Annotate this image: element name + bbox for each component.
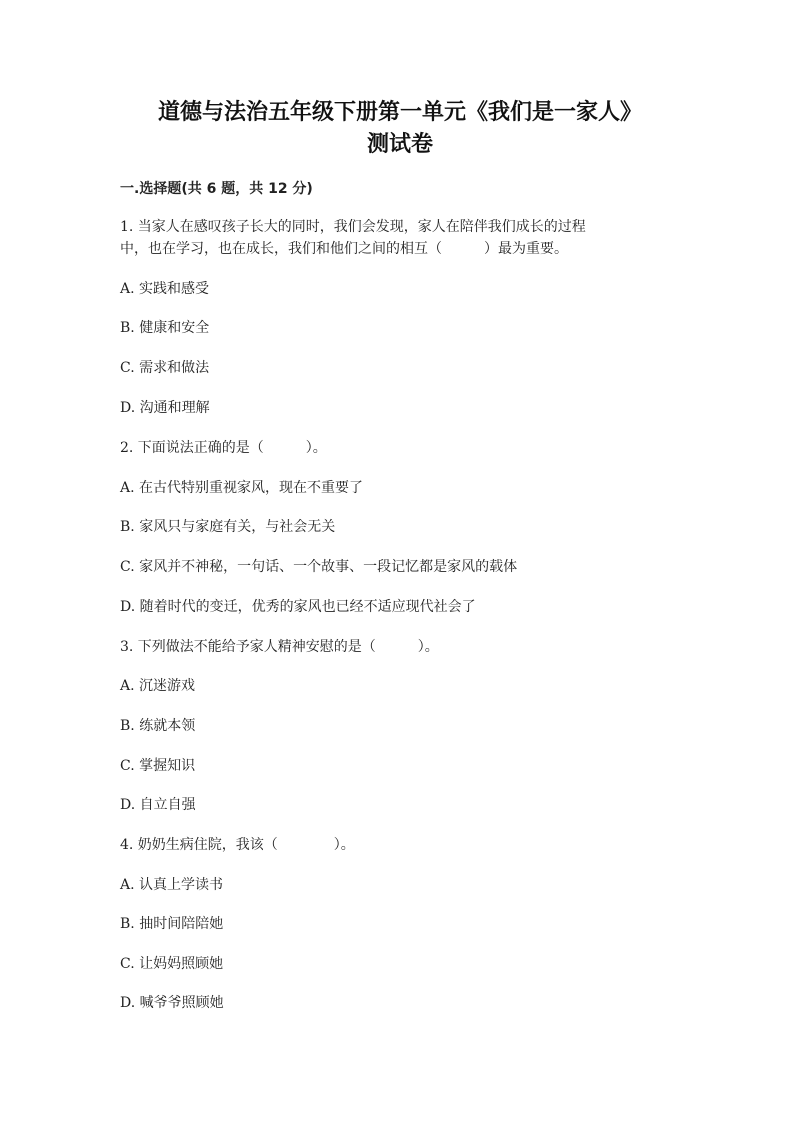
question-4-option-d: D. 喊爷爷照顾她: [120, 995, 224, 1011]
question-2-stem: 2. 下面说法正确的是（ ）。: [120, 440, 327, 456]
question-2-option-c: C. 家风并不神秘，一句话、一个故事、一段记忆都是家风的载体: [120, 559, 518, 575]
page-title-line-1: 道德与法治五年级下册第一单元《我们是一家人》: [157, 99, 642, 125]
section-heading: 一.选择题(共 6 题，共 12 分): [120, 181, 313, 197]
question-1-option-c: C. 需求和做法: [120, 360, 210, 376]
question-4-option-c: C. 让妈妈照顾她: [120, 956, 224, 972]
question-1-stem-line-2: 中，也在学习，也在成长，我们和他们之间的相互（ ）最为重要。: [120, 241, 568, 257]
question-1-stem-line-1: 1. 当家人在感叹孩子长大的同时，我们会发现，家人在陪伴我们成长的过程: [120, 219, 586, 235]
question-2-option-d: D. 随着时代的变迁，优秀的家风也已经不适应现代社会了: [120, 599, 476, 615]
question-4-option-b: B. 抽时间陪陪她: [120, 916, 224, 932]
page-title-line-2: 测试卷: [366, 131, 433, 157]
question-3-stem: 3. 下列做法不能给予家人精神安慰的是（ ）。: [120, 639, 439, 655]
question-4-stem: 4. 奶奶生病住院，我该（ ）。: [120, 837, 355, 853]
question-2-option-a: A. 在古代特别重视家风，现在不重要了: [120, 480, 364, 496]
question-3-option-c: C. 掌握知识: [120, 758, 196, 774]
question-1-option-a: A. 实践和感受: [120, 281, 210, 297]
question-3-option-d: D. 自立自强: [120, 797, 196, 813]
question-3-option-a: A. 沉迷游戏: [120, 678, 196, 694]
question-1-option-d: D. 沟通和理解: [120, 400, 210, 416]
question-3-option-b: B. 练就本领: [120, 718, 196, 734]
question-4-option-a: A. 认真上学读书: [120, 877, 224, 893]
question-1-option-b: B. 健康和安全: [120, 320, 210, 336]
question-2-option-b: B. 家风只与家庭有关，与社会无关: [120, 519, 336, 535]
